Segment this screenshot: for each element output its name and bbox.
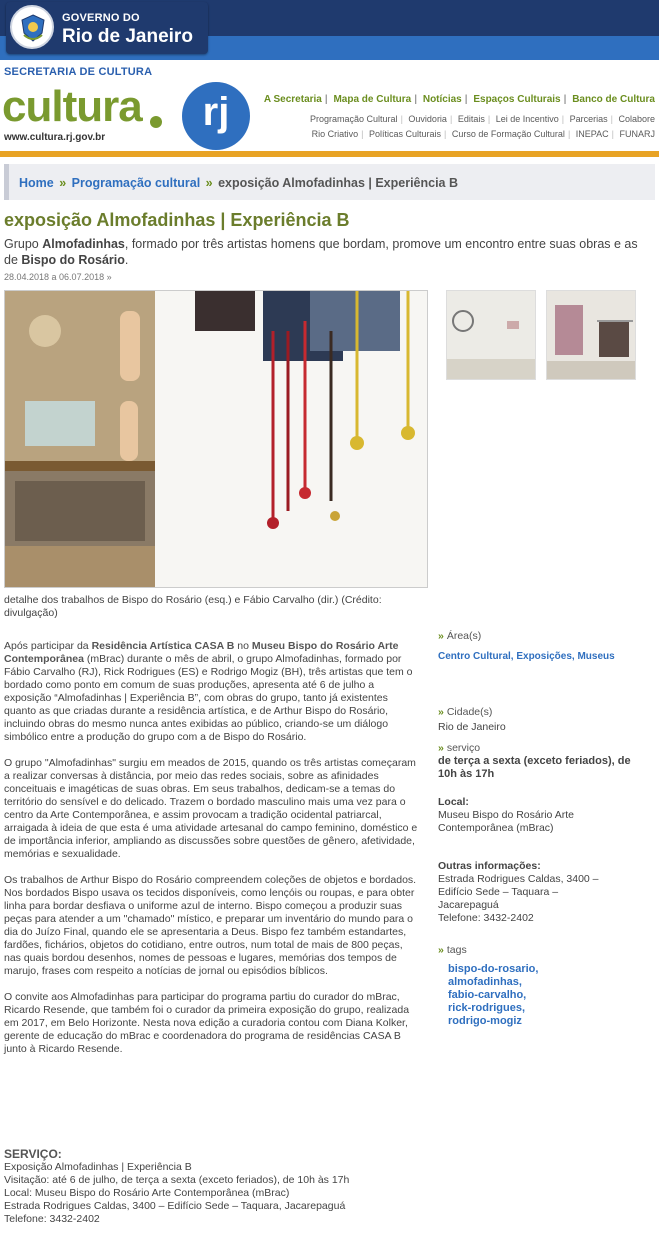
nav-banco-de-cultura[interactable]: Banco de Cultura <box>572 94 655 105</box>
sidebar-local <box>438 796 650 835</box>
subnav-politicas-culturais[interactable]: Políticas Culturais <box>369 129 442 139</box>
text: (mBrac) durante o mês de abril, o grupo Almofadinhas, formado por Fábio Carvalho (RJ), Rick Rodrigues (ES) e Rodrigo Mogiz (BH), três artistas que tem o bordado como ponto em comum de suas produções, apresenta até 6 de julho a exposição “Almofadinhas | Experiência B”, com obras do grupo, tanto já existentes quanto as que criadas durante a residência artística, e de Arthur Bispo do Rosário, incluindo obras do mesmo nunca antes exibidas ao público, criando-se um diálogo simbólico entre a produção do grupo com a de Bispo do Rosário. <box>4 653 413 743</box>
nav-separator: | <box>487 114 491 124</box>
secretaria-label[interactable]: SECRETARIA DE CULTURA <box>4 66 153 78</box>
other-line: Estrada Rodrigues Caldas, 3400 – <box>438 873 599 885</box>
text: no <box>234 640 252 652</box>
logo-word: cultura <box>2 82 142 131</box>
subnav-inepac[interactable]: INEPAC <box>575 129 609 139</box>
other-label: Outras informações: <box>438 860 541 872</box>
sidebar-city <box>438 706 650 734</box>
local-value: Museu Bispo do Rosário Arte Contemporânea (mBrac) <box>438 809 574 834</box>
subnav-curso-formacao[interactable]: Curso de Formação Cultural <box>451 129 565 139</box>
article-paragraph: O convite aos Almofadinhas para participar do programa partiu do curador do mBrac, Ricardo Resende, que também foi o curador da primeira exposição do grupo, realizada em 2017, em Belo Horizonte. Nesta nova edição a curadoria contou com Diana Kolker, gerente de educação do mBrac e coordenadora do programa de residências CASA B junto à Ricardo Resende. <box>4 991 410 1055</box>
subnav-parcerias[interactable]: Parcerias <box>569 114 608 124</box>
tag-link[interactable]: almofadinhas, <box>448 976 522 988</box>
thumb-illustration <box>547 291 636 380</box>
breadcrumb-separator: » <box>205 176 213 190</box>
dates-text: 28.04.2018 a 06.07.2018 <box>4 272 105 282</box>
gallery-thumb[interactable] <box>446 290 536 380</box>
city-label: Cidade(s) <box>446 706 493 718</box>
lead-bold-bispo: Bispo do Rosário <box>21 253 125 267</box>
nav-separator: | <box>449 114 453 124</box>
photo-caption: detalhe dos trabalhos de Bispo do Rosário (esq.) e Fábio Carvalho (dir.) (Crédito: divulgação) <box>4 594 382 619</box>
tag-link[interactable]: bispo-do-rosario, <box>448 963 539 975</box>
tag-link[interactable]: fabio-carvalho, <box>448 989 527 1001</box>
logo-url: www.cultura.rj.gov.br <box>4 132 106 143</box>
orange-divider <box>0 151 659 157</box>
article-paragraph: O grupo "Almofadinhas" surgiu em meados de 2015, quando os três artistas começaram a realizar conversas à distância, por meio das redes sociais, sobre as afinidades conceituais e imagéticas de suas obras. Em seus trabalhos, dedicam-se a temas do território do sensível e do delicado. Trazem o bordado masculino mais uma vez para o centro da Arte Contemporânea, e assim provocam a tradição ocidental patriarcal, arraigada à ideia de que esta é uma atividade artesanal do campo feminino, doméstico e de importância inferior, ampliando as discussões sobre questões de gênero, afetividade, memórias e sexualidade. <box>4 757 418 860</box>
sub-nav-2 <box>312 129 655 139</box>
nav-separator: | <box>567 129 571 139</box>
bold-museu: Museu Bispo do Rosário Arte Contemporânea <box>4 640 399 665</box>
subnav-lei-de-incentivo[interactable]: Lei de Incentivo <box>495 114 559 124</box>
event-dates <box>4 272 112 282</box>
dates-arrow-icon: » <box>106 272 112 282</box>
nav-separator: | <box>610 114 613 124</box>
service-heading: SERVIÇO: <box>4 1147 62 1161</box>
lead-bold-almofadinhas: Almofadinhas <box>42 237 125 251</box>
breadcrumb-programacao[interactable]: Programação cultural <box>71 176 201 190</box>
tags-label: tags <box>446 944 467 956</box>
site-logo[interactable] <box>2 82 262 142</box>
service-line: Exposição Almofadinhas | Experiência B <box>4 1161 192 1173</box>
lead-text: . <box>124 253 129 267</box>
breadcrumb-separator: » <box>59 176 67 190</box>
service-line: Visitação: até 6 de julho, de terça a sexta (exceto feriados), de 10h às 17h <box>4 1174 350 1186</box>
other-line: Edifício Sede – Taquara – <box>438 886 559 898</box>
gallery-thumb[interactable] <box>546 290 636 380</box>
nav-mapa-de-cultura[interactable]: Mapa de Cultura <box>333 94 412 105</box>
artwork-illustration <box>5 291 428 588</box>
nav-separator: | <box>361 129 364 139</box>
sidebar-tags <box>438 944 650 1028</box>
breadcrumb <box>4 164 655 200</box>
lead-paragraph <box>4 236 654 268</box>
subnav-colabore[interactable]: Colabore <box>618 114 655 124</box>
article-paragraph <box>4 640 420 744</box>
gov-line-2: Rio de Janeiro <box>62 26 193 47</box>
service-line: Local: Museu Bispo do Rosário Arte Contemporânea (mBrac) <box>4 1187 290 1199</box>
bullet-icon: » <box>438 742 444 754</box>
main-nav <box>264 94 655 105</box>
logo-dot <box>150 116 162 128</box>
text: Após participar da <box>4 640 92 652</box>
nav-separator: | <box>611 129 614 139</box>
logo-rj-circle: rj <box>182 82 250 150</box>
other-line: Telefone: 3432-2402 <box>438 912 534 924</box>
bold-residencia: Residência Artística CASA B <box>91 640 235 652</box>
tag-link[interactable]: rick-rodrigues, <box>448 1002 526 1014</box>
bullet-icon: » <box>438 706 444 718</box>
nav-separator: | <box>563 94 567 105</box>
thumb-illustration <box>447 291 536 380</box>
nav-a-secretaria[interactable]: A Secretaria <box>263 94 322 105</box>
subnav-funarj[interactable]: FUNARJ <box>619 129 655 139</box>
nav-separator: | <box>444 129 447 139</box>
article-paragraph: Os trabalhos de Arthur Bispo do Rosário compreendem coleções de objetos e bordados. Nos bordados Bispo usava os tecidos disponíveis, como lençóis ou roupas, e para obter linha para bordar desfiava o uniforme azul de interno. Bispo começou a produzir suas peças para atender a um "chamado" místico, e preparar um inventário do mundo para o dia do Juízo Final, quando ele se apresentaria a Deus. Bispo fez também estandartes, fardões, fichários, objetos do cotidiano, entre outros, num total de mais de 800 peças, nas quais bordou desenhos, nomes de pessoas e lugares, memórias dos tempos de marujo, frases com respeito a notícias de jornal ou episódios bíblicos. <box>4 874 417 977</box>
breadcrumb-home[interactable]: Home <box>19 176 54 190</box>
nav-noticias[interactable]: Notícias <box>422 94 462 105</box>
subnav-ouvidoria[interactable]: Ouvidoria <box>408 114 447 124</box>
sub-nav-1 <box>310 114 655 124</box>
subnav-programacao-cultural[interactable]: Programação Cultural <box>310 114 398 124</box>
subnav-editais[interactable]: Editais <box>457 114 485 124</box>
page-title: exposição Almofadinhas | Experiência B <box>4 210 350 230</box>
article-body <box>4 640 420 1069</box>
gov-line-1: GOVERNO DO <box>62 12 140 24</box>
nav-espacos-culturais[interactable]: Espaços Culturais <box>473 94 561 105</box>
other-line: Jacarepaguá <box>438 899 499 911</box>
state-crest-icon <box>10 5 54 49</box>
nav-separator: | <box>414 94 418 105</box>
nav-separator: | <box>561 114 565 124</box>
tag-link[interactable]: rodrigo-mogiz <box>448 1015 522 1027</box>
bullet-icon: » <box>438 944 444 956</box>
service-line: Estrada Rodrigues Caldas, 3400 – Edifício Sede – Taquara, Jacarepaguá <box>4 1200 346 1212</box>
bullet-icon: » <box>438 630 444 642</box>
service-line: Telefone: 3432-2402 <box>4 1213 100 1225</box>
area-links[interactable]: Centro Cultural, Exposições, Museus <box>438 651 615 662</box>
main-photo[interactable] <box>4 290 428 588</box>
nav-separator: | <box>400 114 403 124</box>
area-label: Área(s) <box>446 630 482 642</box>
sidebar-other <box>438 860 650 925</box>
lead-text: , formado por três artistas homens que bordam, promove um encontro entre suas obras e as de <box>4 237 638 267</box>
sidebar-areas <box>438 630 650 666</box>
city-value: Rio de Janeiro <box>438 721 506 733</box>
local-label: Local: <box>438 796 469 808</box>
subnav-rio-criativo[interactable]: Rio Criativo <box>311 129 359 139</box>
government-badge[interactable] <box>6 2 208 54</box>
service-label: serviço <box>446 742 481 754</box>
sidebar-service <box>438 742 650 781</box>
nav-separator: | <box>324 94 328 105</box>
service-block <box>4 1148 420 1226</box>
breadcrumb-current: exposição Almofadinhas | Experiência B <box>218 176 459 190</box>
nav-separator: | <box>464 94 468 105</box>
lead-text: Grupo <box>4 237 43 251</box>
service-value: de terça a sexta (exceto feriados), de 10h às 17h <box>438 755 631 780</box>
